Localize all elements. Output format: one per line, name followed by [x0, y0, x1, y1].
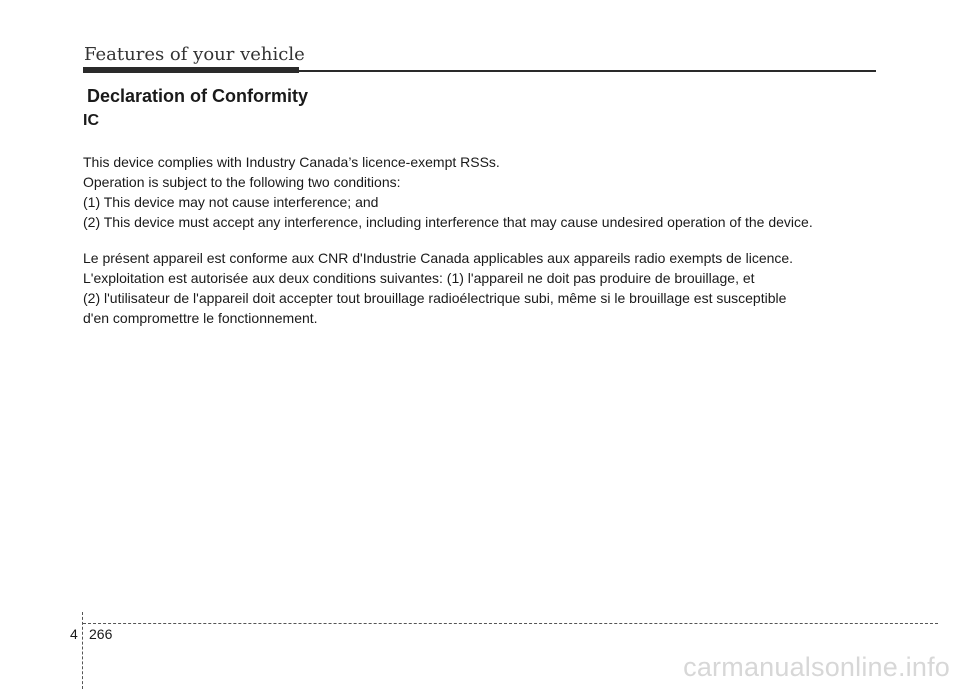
french-line: L'exploitation est autorisée aux deux conditions suivantes: (1) l'appareil ne doit pas produire de brouillage, et — [83, 270, 755, 286]
english-paragraph — [83, 152, 883, 232]
english-line: (1) This device may not cause interference; and — [83, 194, 379, 210]
footer-vertical-rule — [82, 612, 83, 689]
watermark-text: carmanualsonline.info — [683, 652, 950, 682]
french-line: d'en compromettre le fonctionnement. — [83, 310, 318, 326]
english-line: (2) This device must accept any interference, including interference that may cause undesired operation of the device. — [83, 214, 813, 230]
french-line: Le présent appareil est conforme aux CNR d'Industrie Canada applicables aux appareils radio exempts de licence. — [83, 250, 794, 266]
header-rule — [83, 70, 876, 72]
french-line: (2) l'utilisateur de l'appareil doit accepter tout brouillage radioélectrique subi, même si le brouillage est susceptible — [83, 290, 787, 306]
english-line: This device complies with Industry Canada’s licence-exempt RSSs. — [83, 154, 500, 170]
page-number: 266 — [89, 626, 113, 642]
chapter-number: 4 — [70, 626, 78, 642]
section-title: Declaration of Conformity — [87, 86, 309, 106]
section-subtitle: IC — [83, 112, 99, 129]
running-header-title: Features of your vehicle — [84, 44, 305, 65]
footer-rule — [83, 623, 938, 624]
french-paragraph — [83, 248, 883, 328]
english-line: Operation is subject to the following two conditions: — [83, 174, 401, 190]
